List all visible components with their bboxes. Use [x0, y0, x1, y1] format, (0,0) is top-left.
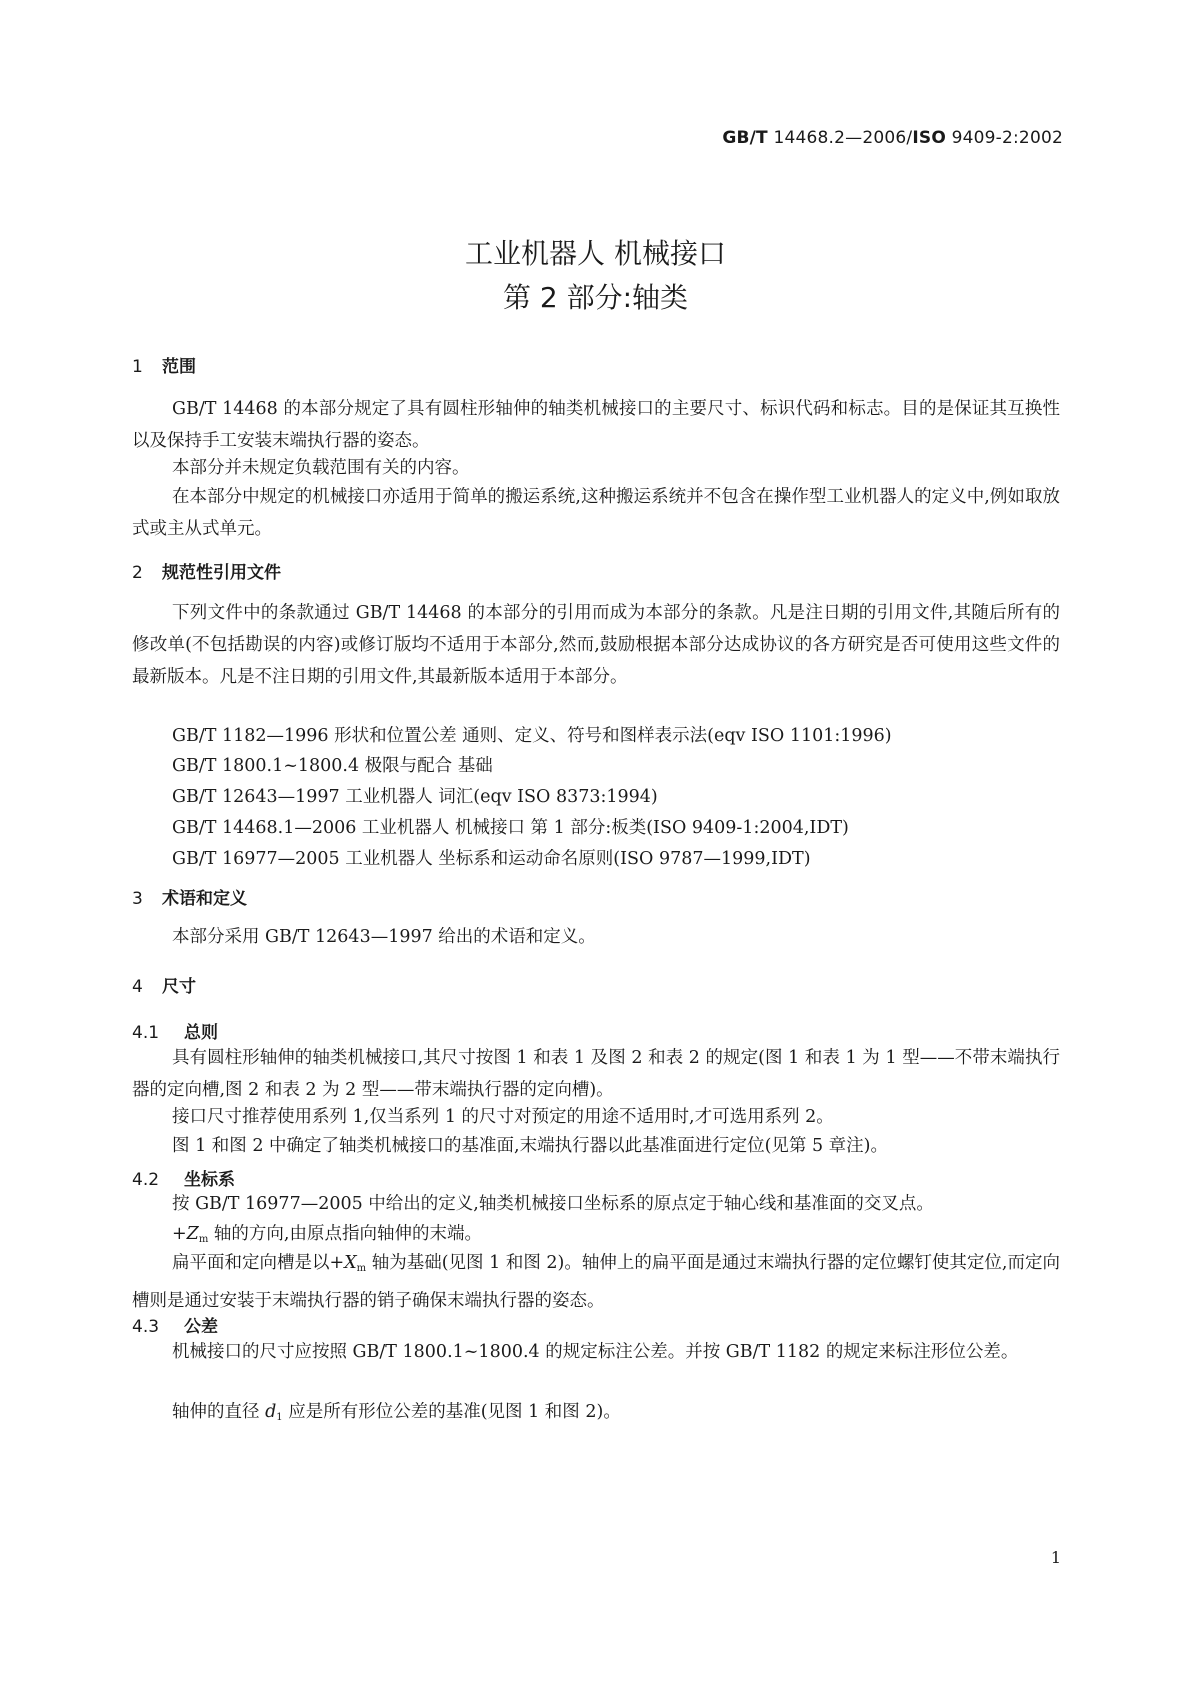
reference-item: GB/T 14468.1—2006 工业机器人 机械接口 第 1 部分:板类(ISO 9409-1:2004,IDT)	[172, 818, 849, 838]
section-4-3-para-1: 机械接口的尺寸应按照 GB/T 1800.1~1800.4 的规定标注公差。并按 GB/T 1182 的规定来标注形位公差。	[172, 1342, 1019, 1362]
section-4-1-heading: 4.1 总则	[132, 1023, 218, 1043]
section-3-heading: 3 术语和定义	[132, 889, 247, 909]
reference-item: GB/T 16977—2005 工业机器人 坐标系和运动命名原则(ISO 9787—1999,IDT)	[172, 849, 811, 869]
page-number: 1	[1050, 1548, 1061, 1567]
section-4-1-para-3: 图 1 和图 2 中确定了轴类机械接口的基准面,末端执行器以此基准面进行定位(见第 5 章注)。	[172, 1136, 888, 1156]
document-subtitle: 第 2 部分:轴类	[502, 281, 689, 314]
section-1-para-3: 在本部分中规定的机械接口亦适用于简单的搬运系统,这种搬运系统并不包含在操作型工业机器人的定义中,例如取放式或主从式单元。	[132, 487, 1060, 539]
section-1-para-1: GB/T 14468 的本部分规定了具有圆柱形轴伸的轴类机械接口的主要尺寸、标识代码和标志。目的是保证其互换性以及保持手工安装末端执行器的姿态。	[132, 399, 1060, 451]
section-4-1-para-1: 具有圆柱形轴伸的轴类机械接口,其尺寸按图 1 和表 1 及图 2 和表 2 的规定(图 1 和表 1 为 1 型——不带末端执行器的定向槽,图 2 和表 2 为 2 型——带末端执行器的定向槽)。	[132, 1048, 1060, 1100]
section-2-heading: 2 规范性引用文件	[132, 563, 281, 583]
section-4-2-para-1: 按 GB/T 16977—2005 中给出的定义,轴类机械接口坐标系的原点定于轴心线和基准面的交叉点。	[172, 1194, 934, 1214]
document-title: 工业机器人 机械接口	[465, 237, 726, 270]
section-1-heading: 1 范围	[132, 357, 196, 377]
standard-code: GB/T 14468.2—2006/ISO 9409-2:2002	[722, 128, 1063, 148]
reference-item: GB/T 1182—1996 形状和位置公差 通则、定义、符号和图样表示法(eqv ISO 1101:1996)	[172, 726, 892, 746]
section-4-3-heading: 4.3 公差	[132, 1317, 218, 1337]
reference-item: GB/T 12643—1997 工业机器人 词汇(eqv ISO 8373:1994)	[172, 787, 658, 807]
section-4-2-heading: 4.2 坐标系	[132, 1170, 235, 1190]
section-4-heading: 4 尺寸	[132, 977, 196, 997]
section-4-1-para-2: 接口尺寸推荐使用系列 1,仅当系列 1 的尺寸对预定的用途不适用时,才可选用系列 2。	[172, 1107, 834, 1127]
section-1-para-2: 本部分并未规定负载范围有关的内容。	[172, 458, 470, 478]
section-4-2-para-2: $+Z_m$ 轴的方向,由原点指向轴伸的末端。	[172, 1224, 482, 1245]
section-4-3-para-2: 轴伸的直径 $d_1$ 应是所有形位公差的基准(见图 1 和图 2)。	[172, 1402, 621, 1423]
reference-item: GB/T 1800.1~1800.4 极限与配合 基础	[172, 756, 493, 776]
section-4-2-para-3: 扁平面和定向槽是以$+X_m$ 轴为基础(见图 1 和图 2)。轴伸上的扁平面是通过末端执行器的定位螺钉使其定位,而定向槽则是通过安装于末端执行器的销子确保末端执行器的姿态。	[132, 1253, 1060, 1311]
section-2-para-1: 下列文件中的条款通过 GB/T 14468 的本部分的引用而成为本部分的条款。凡是注日期的引用文件,其随后所有的修改单(不包括勘误的内容)或修订版均不适用于本部分,然而,鼓励根据本部分达成协议的各方研究是否可使用这些文件的最新版本。凡是不注日期的引用文件,其最新版本适用于本部分。	[132, 603, 1060, 687]
section-3-para-1: 本部分采用 GB/T 12643—1997 给出的术语和定义。	[172, 927, 596, 947]
